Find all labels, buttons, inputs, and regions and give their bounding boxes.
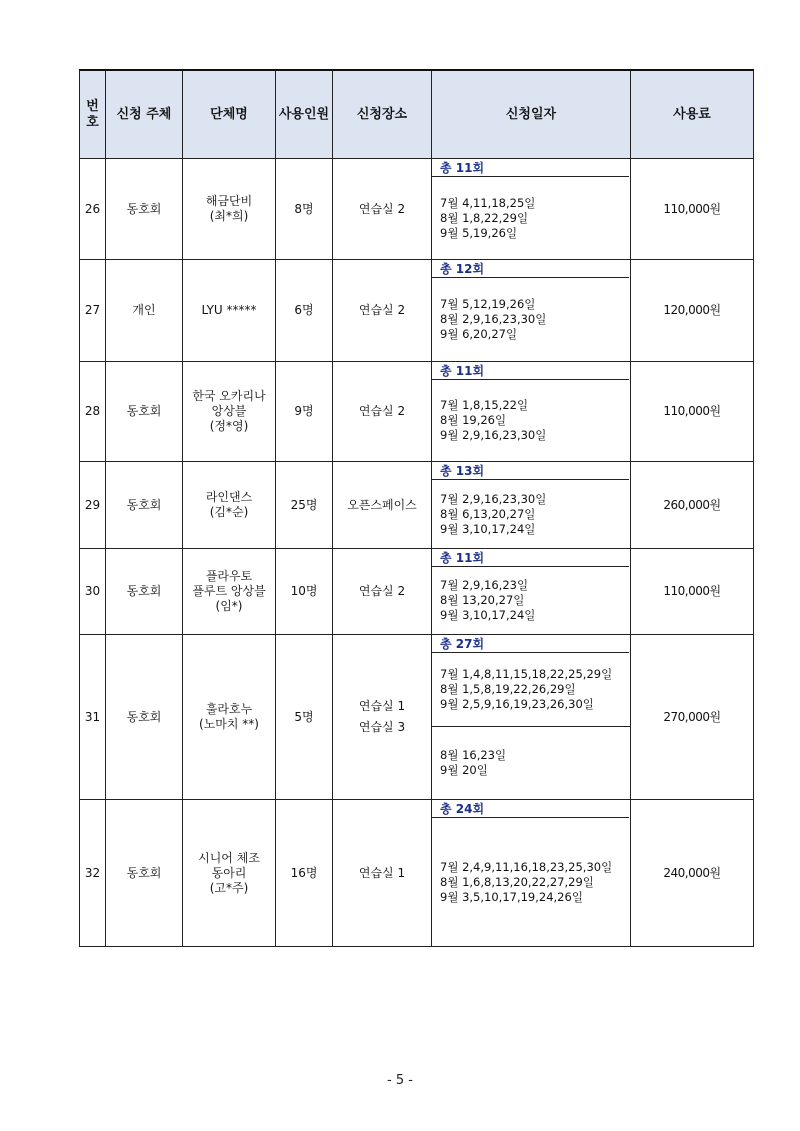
- date-line: 7월 2,4,9,11,16,18,23,25,30일: [440, 859, 613, 874]
- applicant-type: 개인: [106, 260, 183, 362]
- group-name-line: 라인댄스: [205, 490, 253, 504]
- date-line: 8월 1,6,8,13,20,22,27,29일: [440, 874, 594, 889]
- people-count: 5명: [276, 635, 333, 800]
- request-dates: [432, 800, 631, 947]
- total-sessions: 총 27회: [432, 635, 629, 653]
- group-name: [183, 800, 276, 947]
- total-sessions: 총 11회: [432, 159, 629, 177]
- group-name-line: (노마치 **): [199, 717, 259, 731]
- dates-wrapper: [432, 362, 630, 461]
- date-segment: [432, 380, 630, 461]
- usage-fee: 110,000원: [631, 549, 754, 635]
- row-number: 27: [80, 260, 106, 362]
- request-dates: [432, 462, 631, 549]
- date-line: 7월 2,9,16,23,30일: [440, 491, 547, 506]
- row-number: 32: [80, 800, 106, 947]
- date-line: 9월 5,19,26일: [440, 225, 518, 240]
- venue-line: 연습실 1: [358, 865, 406, 880]
- venue: [333, 800, 432, 947]
- date-line: 9월 20일: [440, 762, 488, 777]
- applicant-type: 동호회: [106, 635, 183, 800]
- date-segment: [432, 653, 630, 726]
- group-name-line: 동아리: [211, 865, 247, 880]
- table-row: [80, 635, 754, 800]
- venue-line: 연습실 3: [358, 720, 406, 734]
- group-name-line: (최*희): [209, 209, 249, 223]
- date-segment: [432, 177, 630, 259]
- dates-wrapper: [432, 635, 630, 799]
- date-segment: [432, 278, 630, 361]
- venue-line: 오픈스페이스: [347, 497, 417, 512]
- venue: [333, 362, 432, 462]
- date-line: 9월 3,5,10,17,19,24,26일: [440, 889, 583, 904]
- dates-wrapper: [432, 159, 630, 259]
- dates-wrapper: [432, 800, 630, 946]
- date-line: 8월 1,8,22,29일: [440, 210, 529, 225]
- people-count: 25명: [276, 462, 333, 549]
- applicant-type: 동호회: [106, 159, 183, 260]
- group-name-line: 플루트 앙상블: [192, 584, 266, 598]
- group-name-line: (고*주): [209, 880, 249, 895]
- header-row: [80, 70, 754, 159]
- request-dates: [432, 635, 631, 800]
- date-line: 7월 4,11,18,25일: [440, 195, 536, 210]
- group-name-line: 앙상블: [211, 404, 247, 418]
- table-row: [80, 549, 754, 635]
- request-dates: [432, 362, 631, 462]
- group-name-line: 시니어 체조: [198, 850, 260, 865]
- group-name: [183, 635, 276, 800]
- people-count: 16명: [276, 800, 333, 947]
- total-sessions: 총 24회: [432, 800, 629, 818]
- group-name-line: (임*): [215, 599, 243, 613]
- usage-fee: 110,000원: [631, 159, 754, 260]
- table-row: [80, 800, 754, 947]
- date-line: 9월 2,9,16,23,30일: [440, 428, 547, 442]
- usage-fee: 110,000원: [631, 362, 754, 462]
- people-count: 10명: [276, 549, 333, 635]
- date-line: 8월 1,5,8,19,22,26,29일: [440, 681, 576, 696]
- header-group: 단체명: [183, 70, 276, 159]
- table-row: [80, 260, 754, 362]
- row-number: 28: [80, 362, 106, 462]
- group-name: [183, 159, 276, 260]
- date-line: 7월 1,4,8,11,15,18,22,25,29일: [440, 666, 613, 681]
- venue-line: 연습실 2: [358, 404, 406, 418]
- header-dates: 신청일자: [432, 70, 631, 159]
- applicant-type: 동호회: [106, 800, 183, 947]
- venue: [333, 635, 432, 800]
- people-count: 9명: [276, 362, 333, 462]
- date-line: 7월 2,9,16,23일: [440, 578, 529, 592]
- usage-fee: 120,000원: [631, 260, 754, 362]
- group-name-line: 한국 오카리나: [192, 389, 266, 403]
- group-name: [183, 462, 276, 549]
- date-segment: [432, 818, 630, 946]
- date-line: 7월 5,12,19,26일: [440, 297, 536, 311]
- usage-fee: 270,000원: [631, 635, 754, 800]
- people-count: 6명: [276, 260, 333, 362]
- header-applicant: 신청 주체: [106, 70, 183, 159]
- usage-fee: 240,000원: [631, 800, 754, 947]
- group-name: [183, 260, 276, 362]
- dates-wrapper: [432, 260, 630, 361]
- rental-table: [79, 69, 754, 947]
- row-number: 30: [80, 549, 106, 635]
- date-segment: [432, 726, 630, 800]
- date-line: 9월 2,5,9,16,19,23,26,30일: [440, 696, 594, 711]
- request-dates: [432, 159, 631, 260]
- venue: [333, 260, 432, 362]
- group-name-line: 해금단비: [205, 194, 253, 208]
- applicant-type: 동호회: [106, 362, 183, 462]
- date-line: 9월 6,20,27일: [440, 327, 518, 341]
- total-sessions: 총 13회: [432, 462, 629, 480]
- date-line: 8월 2,9,16,23,30일: [440, 312, 547, 326]
- date-line: 8월 6,13,20,27일: [440, 506, 536, 521]
- group-name: [183, 362, 276, 462]
- applicant-type: 동호회: [106, 462, 183, 549]
- venue: [333, 462, 432, 549]
- date-segment: [432, 567, 630, 634]
- venue: [333, 159, 432, 260]
- group-name: [183, 549, 276, 635]
- request-dates: [432, 260, 631, 362]
- dates-wrapper: [432, 549, 630, 634]
- usage-fee: 260,000원: [631, 462, 754, 549]
- date-segment: [432, 480, 630, 548]
- row-number: 26: [80, 159, 106, 260]
- group-name-line: 훌라호누: [205, 702, 253, 716]
- venue-line: 연습실 1: [358, 699, 406, 713]
- row-number: 29: [80, 462, 106, 549]
- group-name-line: 플라우토: [205, 569, 253, 583]
- table-row: [80, 462, 754, 549]
- table-row: [80, 362, 754, 462]
- venue-line: 연습실 2: [358, 201, 406, 216]
- header-venue: 신청장소: [333, 70, 432, 159]
- venue-line: 연습실 2: [358, 584, 406, 598]
- date-line: 8월 16,23일: [440, 747, 507, 762]
- people-count: 8명: [276, 159, 333, 260]
- venue: [333, 549, 432, 635]
- date-line: 8월 13,20,27일: [440, 593, 525, 607]
- request-dates: [432, 549, 631, 635]
- group-name-line: LYU *****: [201, 303, 257, 317]
- total-sessions: 총 12회: [432, 260, 629, 278]
- header-fee: 사용료: [631, 70, 754, 159]
- venue-line: 연습실 2: [358, 303, 406, 317]
- group-name-line: (김*순): [209, 505, 249, 519]
- date-line: 9월 3,10,17,24일: [440, 608, 536, 622]
- total-sessions: 총 11회: [432, 549, 629, 567]
- header-no: 번호: [80, 70, 106, 159]
- total-sessions: 총 11회: [432, 362, 629, 380]
- date-line: 7월 1,8,15,22일: [440, 398, 529, 412]
- page-number: - 5 -: [387, 1073, 413, 1088]
- date-line: 9월 3,10,17,24일: [440, 521, 536, 536]
- row-number: 31: [80, 635, 106, 800]
- header-people: 사용인원: [276, 70, 333, 159]
- table-row: [80, 159, 754, 260]
- dates-wrapper: [432, 462, 630, 548]
- applicant-type: 동호회: [106, 549, 183, 635]
- date-line: 8월 19,26일: [440, 413, 507, 427]
- group-name-line: (정*영): [209, 419, 249, 433]
